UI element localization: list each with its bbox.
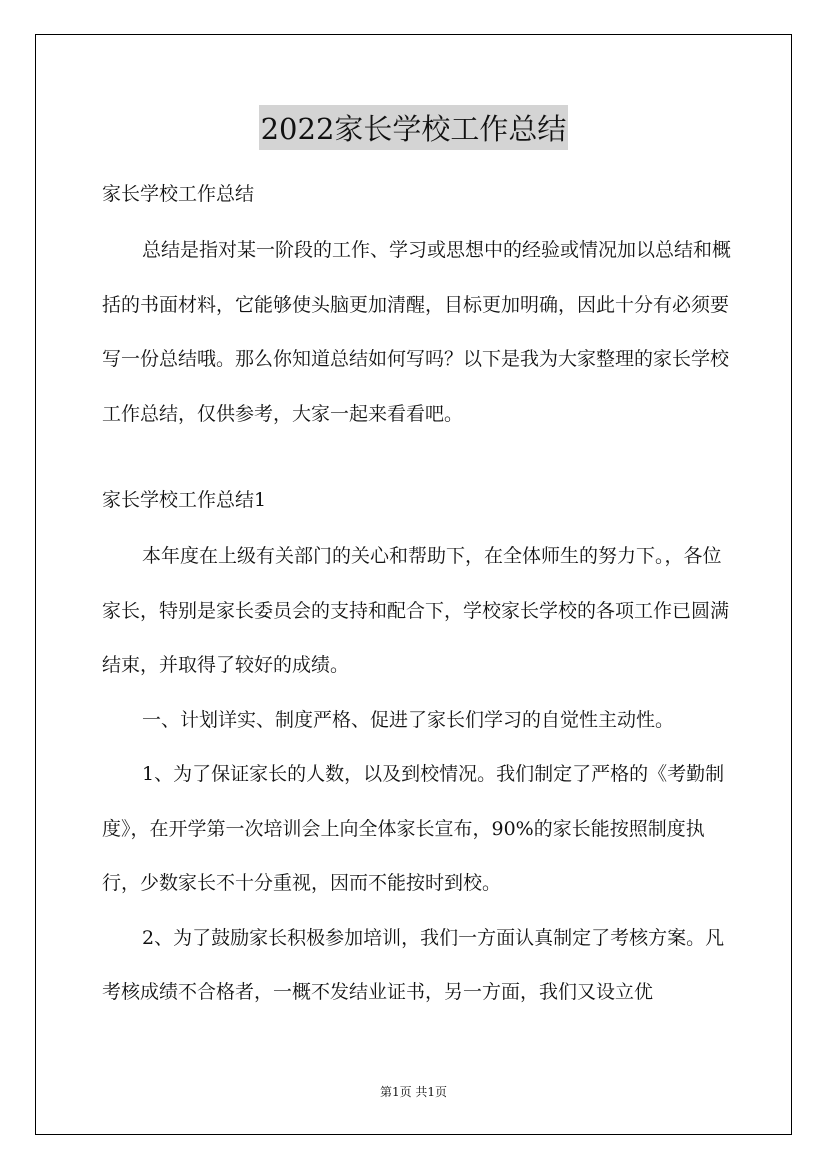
intro-paragraph: 总结是指对某一阶段的工作、学习或思想中的经验或情况加以总结和概括的书面材料，它能够使头脑更加清醒，目标更加明确，因此十分有必须要写一份总结哦。那么你知道总结如何写吗？以下是我为大家整理的家长学校工作总结，仅供参考，大家一起来看看吧。 — [102, 239, 732, 425]
subheading: 家长学校工作总结 — [102, 183, 255, 205]
body-paragraph-2: 一、计划详实、制度严格、促进了家长们学习的自觉性主动性。 — [142, 708, 675, 731]
document-body — [102, 175, 732, 1020]
document-title — [36, 105, 791, 150]
document-page — [35, 34, 792, 1135]
document-title-text: 2022家长学校工作总结 — [259, 105, 569, 150]
body-paragraph-3: 1、为了保证家长的人数，以及到校情况。我们制定了严格的《考勤制度》，在开学第一次培训会上向全体家长宣布，90%的家长能按照制度执行，少数家长不十分重视，因而不能按时到校。 — [102, 763, 725, 894]
section1-heading: 家长学校工作总结1 — [102, 489, 267, 511]
page-footer: 第1页 共1页 — [379, 1085, 448, 1099]
section-gap — [102, 441, 732, 481]
body-paragraph-1: 本年度在上级有关部门的关心和帮助下，在全体师生的努力下。，各位家长，特别是家长委员会的支持和配合下，学校家长学校的各项工作已圆满结束，并取得了较好的成绩。 — [102, 545, 730, 676]
body-paragraph-4: 2、为了鼓励家长积极参加培训，我们一方面认真制定了考核方案。凡考核成绩不合格者，一概不发结业证书，另一方面，我们又设立优 — [102, 926, 725, 1003]
